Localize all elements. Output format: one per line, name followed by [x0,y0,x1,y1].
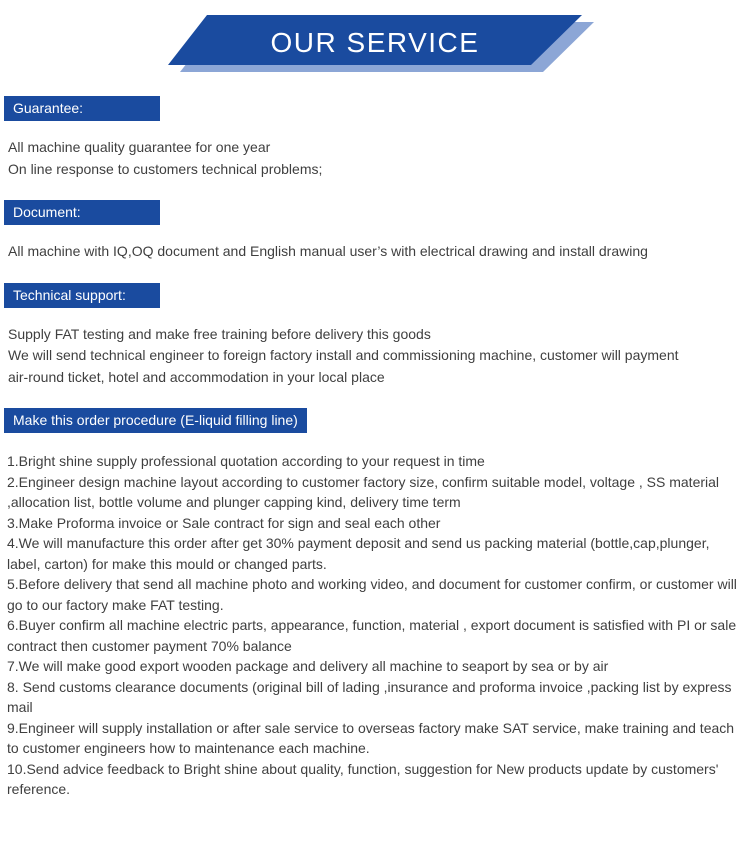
text-line: 6.Buyer confirm all machine electric parts, appearance, function, material , export document is satisfied with PI or sale [7,617,737,633]
text-line: 5.Before delivery that send all machine photo and working video, and document for customer confirm, or customer will [7,576,737,592]
banner-title: OUR SERVICE [270,27,480,58]
section-body [0,451,750,800]
section-heading: Technical support: [4,283,160,308]
text-line: 4.We will manufacture this order after get 30% payment deposit and send us packing material (bottle,cap,plunger, [7,535,710,551]
section-make-this-order-procedure-e-liquid-filling-line [0,408,750,800]
text-line: We will send technical engineer to foreign factory install and commissioning machine, customer will payment [8,347,679,363]
service-sections [0,96,750,800]
section-heading: Document: [4,200,160,225]
section-heading: Make this order procedure (E-liquid filling line) [4,408,307,433]
text-line: 10.Send advice feedback to Bright shine about quality, function, suggestion for New products update by customers' [7,760,719,777]
text-line: All machine with IQ,OQ document and English manual user’s with electrical drawing and install drawing [8,243,648,259]
text-line: ,allocation list, bottle volume and plunger capping kind, delivery time term [7,494,461,510]
section-body [0,241,750,263]
text-line: to customer engineers how to maintenance each machine. [7,740,370,756]
text-line: air-round ticket, hotel and accommodation in your local place [8,368,385,385]
text-line: label, carton) for make this mould or changed parts. [7,555,327,572]
section-body [0,324,750,389]
text-line: 2.Engineer design machine layout according to customer factory size, confirm suitable model, voltage , SS material [7,473,720,490]
text-line: 8. Send customs clearance documents (original bill of lading ,insurance and proforma invoice ,packing list by express [7,678,732,695]
text-line: All machine quality guarantee for one year [8,139,271,155]
section-technical-support [0,283,750,389]
text-line: 1.Bright shine supply professional quotation according to your request in time [7,453,485,469]
text-line: 3.Make Proforma invoice or Sale contract for sign and seal each other [7,514,441,531]
text-line: go to our factory make FAT testing. [7,596,224,613]
service-banner [0,0,750,96]
text-line: reference. [7,781,71,797]
text-line: On line response to customers technical problems; [8,160,323,177]
section-guarantee [0,96,750,180]
section-heading: Guarantee: [4,96,160,121]
text-line: 9.Engineer will supply installation or after sale service to overseas factory make SAT service, make training and teach [7,719,735,736]
text-line: 7.We will make good export wooden package and delivery all machine to seaport by sea or by air [7,658,609,674]
text-line: Supply FAT testing and make free training before delivery this goods [8,325,431,342]
text-line: mail [7,699,33,715]
text-line: contract then customer payment 70% balance [7,637,292,654]
section-body [0,137,750,180]
section-document [0,200,750,263]
